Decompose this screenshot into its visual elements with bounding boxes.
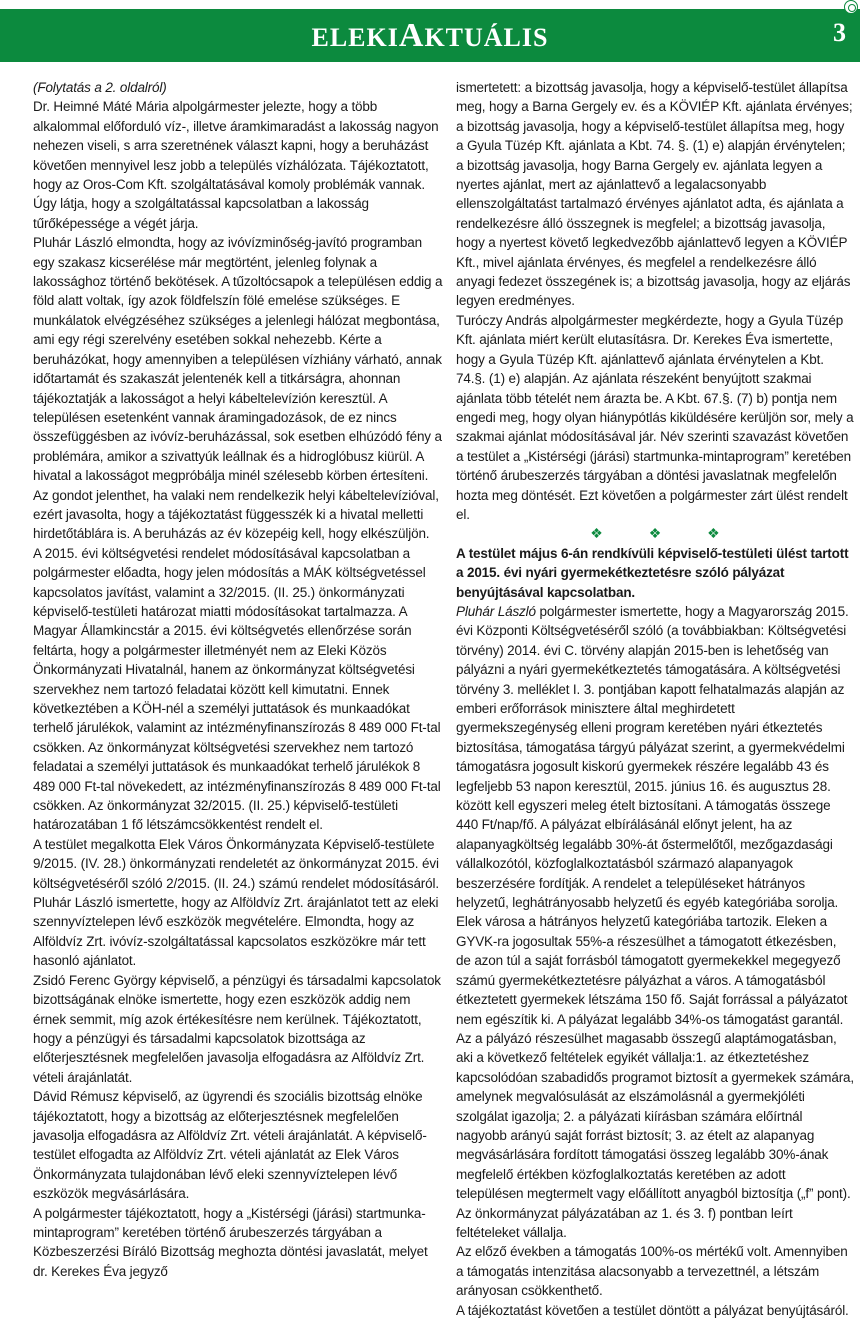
paragraph: Turóczy András alpolgármester megkérdezte, hogy a Gyula Tüzép Kft. ajánlata miért került elutasításra. Dr. Kerekes Éva ismertette, hogy a Gyula Tüzép Kft. ajánlattevő ajánlata érvénytelen a Kbt. 74.§. (1) e) alapján. Az ajánlata részeként benyújtott szakmai ajánlata több tételét nem árazta be. A Kbt. 67.§. (7) b) pontja nem engedi meg, hogy olyan hiánypótlás kiküldésére kerüljön sor, mely a szakmai ajánlat módosításával jár. Név szerinti szavazást követően a testület a „Kistérségi (járási) startmunka-mintaprogram” keretében történő árubeszerzés tárgyában a döntési javaslatnak megfelelőn hozta meg döntését. Ezt követően a polgármester zárt ülést rendelt el. — [456, 312, 854, 522]
page-number: 3 — [833, 18, 846, 47]
section-headline: A testület május 6-án rendkívüli képviselő-testületi ülést tartott a 2015. évi nyári gyermekétkeztetésre szóló pályázat benyújtásával kapcsolatban. — [456, 545, 849, 600]
masthead — [0, 0, 860, 62]
paragraph: Pluhár László elmondta, hogy az ivóvízminőség-javító programban egy szakasz kicserélése már megtörtént, jelenleg folynak a lakossághoz történő bekötések. A tűzoltócsapok a településen eddig a föld alatt voltak, így azok földfelszín fölé emelése szükséges. E munkálatok elvégzéséhez szükséges a jelenlegi hálózat megbontása, ami egy régi szerelvény esetében sokkal nehezebb. Kérte a beruházókat, hogy amennyiben a településen vízhiány várható, annak időtartamát és szakaszát jelentenék kell a titkárságra, ahonnan tájékoztatják a lakosságot a helyi kábeltelevízión keresztül. A településen esetenként vannak áramingadozások, de ez nincs összefüggésben az ivóvíz-beruházással, sok esetben elhúzódó fény a problémára, amikor a szivattyúk leállnak és a hidroglóbusz kiürül. A hivatal a lakosságot megpróbálja minél szélesebb körben értesíteni. Az gondot jelenthet, ha valaki nem rendelkezik helyi kábeltelevízióval, ezért javasolta, hogy a tájékoztatást függesszék ki a hivatal melletti hirdetőtáblára is. A beruházás az év közepéig kell, hogy elkészüljön. — [33, 235, 443, 542]
title-prefix: ELEKI — [311, 23, 399, 52]
continuation-note: (Folytatás a 2. oldalról) — [33, 80, 167, 95]
paragraph: Dr. Heimné Máté Mária alpolgármester jelezte, hogy a több alkalommal előforduló víz-, illetve áramkimaradást a lakosság nagyon nehezen viseli, s arra szeretnének választ kapni, hogy a beruházást követően mennyivel lesz jobb a település vízhálózata. Tájékoztatott, hogy az Oros-Com Kft. szolgáltatásával komoly problémák vannak. Úgy látja, hogy a szolgáltatással kapcsolatban a lakosság tűrőképessége a végét járja. — [33, 99, 439, 231]
right-column — [456, 78, 854, 1320]
paragraph: Pluhár László ismertette, hogy az Alföldvíz Zrt. árajánlatot tett az eleki szennyvíztelepen lévő eszközök megvételére. Elmondta, hogy az Alföldvíz Zrt. ivóvíz-szolgáltatással kapcsolatos eszközökre már tett hasonló ajánlatot. — [33, 895, 439, 969]
paragraph: Dávid Rémusz képviselő, az ügyrendi és szociális bizottság elnöke tájékoztatott, hogy a bizottság az előterjesztésnek megfelelően javasolja elfogadásra az Alföldvíz Zrt. vételi árajánlatát. A képviselő-testület elfogadta az Alföldvíz Zrt. vételi ajánlatát az Elek Város Önkormányzata tulajdonában lévő eleki szennyvíztelepen lévő eszközök megvásárlására. — [33, 1089, 427, 1202]
title-rest: KTUÁLIS — [424, 23, 549, 52]
paragraph: ismertetett: a bizottság javasolja, hogy a képviselő-testület állapítsa meg, hogy a Barna Gergely ev. és a KÖVIÉP Kft. ajánlata érvényes; a bizottság javasolja, hogy a képviselő-testület állapítsa meg, hogy a Gyula Tüzép Kft. ajánlata a Kbt. 74. §. (1) e) alapján érvénytelen; a bizottság javasolja, hogy Barna Gergely ev. ajánlata legyen a nyertes ajánlat, mert az ajánlattevő a legalacsonyabb ellenszolgáltatást tartalmazó érvényes ajánlatot adta, és ajánlata a rendelkezésre álló összegnek is megfelel; a bizottság javasolja, hogy a nyertest követő legkedvezőbb ajánlattevő legyen a KÖVIÉP Kft., mivel ajánlata érvényes, és megfelel a rendelkezésre álló anyagi fedezet összegének is; a bizottság javasolja, hogy az eljárás legyen eredményes. — [456, 80, 853, 309]
speaker-name: Pluhár László — [456, 603, 536, 619]
paragraph: Zsidó Ferenc György képviselő, a pénzügyi és társadalmi kapcsolatok bizottságának elnöke ismertette, hogy ezen eszközök addig nem érnek semmit, míg azok értékesítésre nem kerülnek. Tájékoztatott, hogy a pénzügyi és társadalmi kapcsolatok bizottsága az előterjesztésnek megfelelően javasolja elfogadásra az Alföldvíz Zrt. vételi árajánlatát. — [33, 972, 441, 1085]
paragraph-text: polgármester ismertette, hogy a Magyarország 2015. évi Központi Költségvetéséről szóló (a továbbiakban: Költségvetési törvény) 2014. évi C. törvény alapján 2015-ben is lehetőség van pályázni a nyári gyermekétkeztetés támogatására. A költségvetési törvény 3. melléklet I. 3. pontjában kapott felhatalmazás alapján az emberi erőforrások minisztere által meghirdetett gyermekszegénység elleni program keretében nyári étkeztetés biztosítása, támogatása tárgyú pályázat szerint, a gyermekvédelmi támogatásra jogosult kiskorú gyermekek részére legalább 43 és legfeljebb 53 napon keresztül, 2015. június 16. és augusztus 28. között kell egyszeri meleg ételt biztosítani. A támogatás összege 440 Ft/nap/fő. A pályázat elbírálásánál előnyt jelent, ha az alapanyagköltség legalább 30%-át őstermelőtől, mezőgazdasági vállalkozótól, közfoglalkoztatásból származó alapanyagok beszerzésére fordítják. A rendelet a településeket hátrányos helyzetű, leghátrányosabb helyzetű és egyéb kategóriába sorolja. Elek városa a hátrányos helyzetű kategóriába tartozik. Eleken a GYVK-ra jogosultak 55%-a részesülhet a támogatott étkezésben, de azon túl a saját forrásból támogatott gyermekekkel megegyező számú gyermekétkeztetésre pályázhat a város. A támogatásból étkeztetett gyermekek létszáma 150 fő. Saját forrással a pályázatot nem egészítik ki. A pályázat legalább 34%-os támogatást garantál. — [456, 603, 849, 1027]
title-initial: A — [398, 17, 425, 54]
paragraph: A testület megalkotta Elek Város Önkormányzata Képviselő-testülete 9/2015. (IV. 28.) önkormányzati rendeletét az önkormányzat 2015. évi költségvetéséről szóló 2/2015. (II. 24.) számú rendelet módosításáról. — [33, 836, 439, 891]
paragraph — [456, 602, 854, 1029]
paragraph: Az előző években a támogatás 100%-os mértékű volt. Amennyiben a támogatás intenzitása alacsonyabb a tervezettnél, a létszám arányosan csökkenthető. — [456, 1244, 848, 1299]
paragraph: Az a pályázó részesülhet magasabb összegű alaptámogatásban, aki a következő feltételek egyikét vállalja:1. az étkeztetéshez kapcsolódóan szabadidős programot biztosít a gyermekek számára, amelynek megvalósulását az elszámolásnál a gyermekjóléti szolgálat igazolja; 2. a pályázati kiírásban számára előírtnál nagyobb arányú saját forrást biztosít; 3. az ételt az alapanyag megvásárlására fordított támogatási összeg legalább 30%-ának megfelelő értékben közfoglalkoztatás keretében az adott településen megtermelt vagy előállított anyagból biztosítja („f” pont). Az önkormányzat pályázatában az 1. és 3. f) pontban leírt feltételeket vállalja. — [456, 1030, 855, 1240]
paragraph: A polgármester tájékoztatott, hogy a „Kistérségi (járási) startmunka-mintaprogram” keretében történő árubeszerzés tárgyában a Közbeszerzési Bíráló Bizottság meghozta döntési javaslatát, melyet dr. Kerekes Éva jegyző — [33, 1205, 428, 1279]
paragraph: A 2015. évi költségvetési rendelet módosításával kapcsolatban a polgármester előadta, hogy jelen módosítás a MÁK költségvetéssel kapcsolatos javítást, valamint a 32/2015. (II. 25.) önkormányzati képviselő-testületi határozat miatti módosításokat tartalmazza. A Magyar Államkincstár a 2015. évi költségvetés ellenőrzése során feltárta, hogy a polgármester illetményét nem az Eleki Közös Önkormányzati Hivatalnál, hanem az önkormányzat költségvetési szervekhez nem tartozó feladatai között kell kimutatni. Ennek következtében a KÖH-nél a személyi juttatások és munkaadókat terhelő járulékok, valamint az intézményfinanszírozás 8 489 000 Ft-tal csökken. Az önkormányzat költségvetési szervekhez nem tartozó feladatai a személyi juttatások és munkaadókat terhelő járulékok 8 489 000 Ft-tal növekedett, az intézményfinanszírozás 8 489 000 Ft-tal csökken. Az önkormányzat 32/2015. (II. 25.) képviselő-testületi határozatában 1 fő létszámcsökkentést rendelt el. — [33, 545, 441, 833]
newspaper-title — [0, 17, 860, 55]
section-separator: ❖ ❖ ❖ — [590, 525, 720, 542]
paragraph: A tájékoztatást követően a testület döntött a pályázat benyújtásáról. — [456, 1302, 849, 1318]
corner-ornament-icon — [844, 0, 858, 14]
left-column — [33, 78, 445, 1281]
